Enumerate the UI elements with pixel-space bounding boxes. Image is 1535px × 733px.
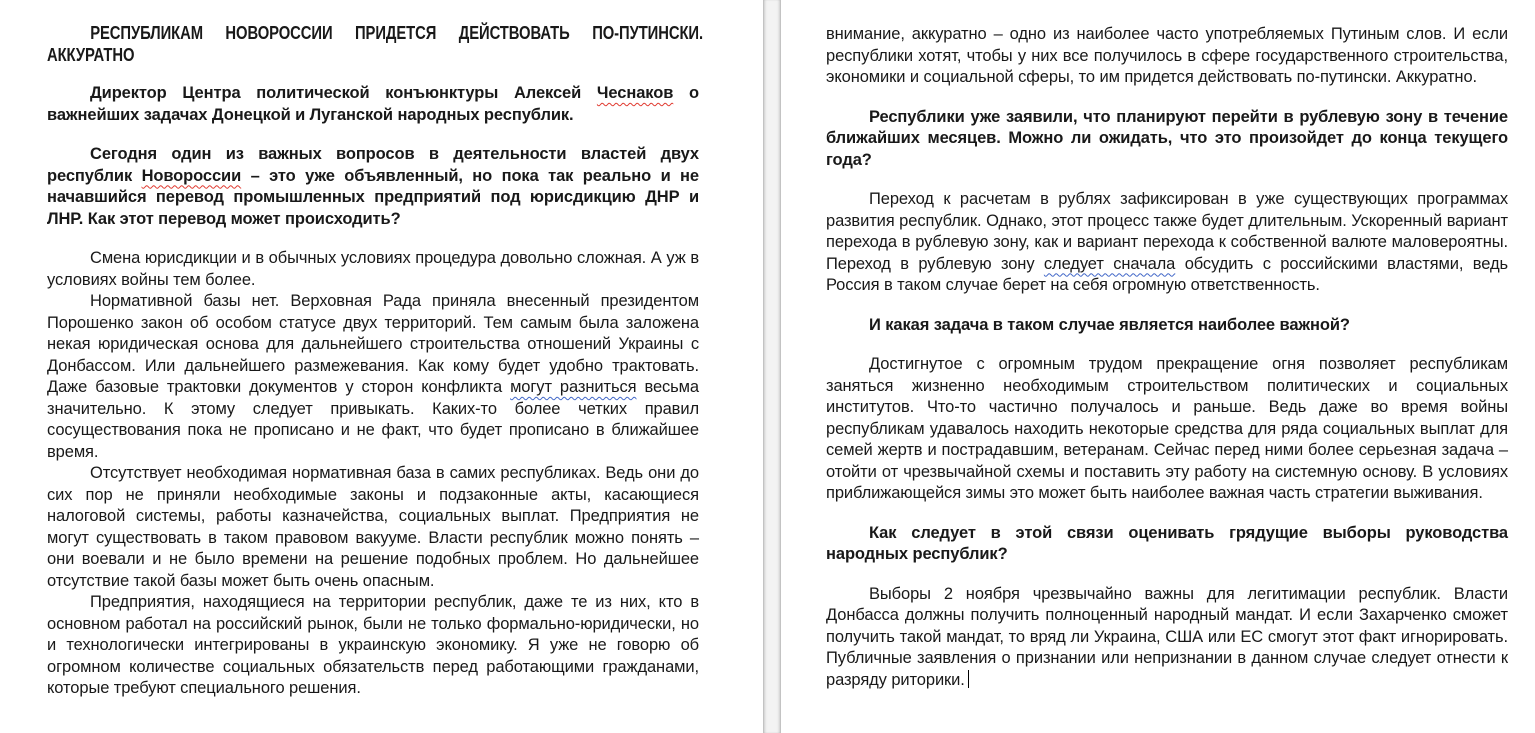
paragraph-question[interactable]: [826, 315, 1508, 337]
text-run: Предприятия, находящиеся на территории республик, даже те из них, кто в основном работал на российский рынок, были не только формально-юридически, но и технологически интегрированы в украинскую экономику. Я уже не говорю об огромном количестве социальных обязательств перед работающими гражданами, которые требуют специального решения.: [47, 593, 699, 697]
text-run: весьма значительно. К этому следует привыкать. Каких-то более четких правил сосуществования пока не прописано и не факт, что будет прописано в ближайшее время.: [47, 378, 699, 461]
paragraph-answer[interactable]: [47, 592, 699, 700]
text-run: Как следует в этой связи оценивать грядущие выборы руководства народных республик?: [826, 523, 1508, 563]
page-1-text-column[interactable]: [47, 22, 703, 700]
text-run: Директор Центра политической конъюнктуры Алексей: [90, 84, 597, 102]
text-run: обсудить с российскими властями, ведь Россия в таком случае берет на себя огромную ответственность.: [826, 254, 1508, 294]
paragraph-question[interactable]: [826, 107, 1508, 172]
text-run: Переход к расчетам в рублях зафиксирован в уже существующих программах развития республик. Однако, этот процесс также будет длительным. Ускоренный вариант перехода в рублевую зону, как и вариант перехода к собственной валюте маловероятны. Переход в рублевую зону: [826, 190, 1508, 273]
text-run: – это уже объявленный, но пока так реально и не начавшийся перевод промышленных предприятий под юрисдикцию ДНР и ЛНР. Как этот перевод может происходить?: [47, 166, 699, 228]
paragraph-answer[interactable]: [826, 584, 1508, 692]
document-page-1[interactable]: [0, 0, 764, 733]
text-run: Республики уже заявили, что планируют перейти в рублевую зону в течение ближайших месяцев. Можно ли ожидать, что это произойдет до конца текущего года?: [826, 107, 1508, 169]
text-run: внимание, аккуратно – одно из наиболее часто употребляемых Путиным слов. И если республики хотят, чтобы у них все получилось в сфере государственного строительства, экономики и социальной сферы, то им придется действовать по-путински. Аккуратно.: [826, 25, 1508, 86]
paragraph-answer[interactable]: [826, 354, 1508, 505]
grammar-error-text: следует сначала: [1043, 254, 1176, 273]
text-run: Отсутствует необходимая нормативная база в самих республиках. Ведь они до сих пор не приняли необходимые законы и подзаконные акты, касающиеся налоговой системы, работы казначейства, социальных выплат. Предприятия не могут существовать в таком правовом вакууме. Власти республик можно понять – они воевали и не было времени на решение подобных проблем. Но дальнейшее отсутствие такой базы может быть очень опасным.: [47, 464, 699, 590]
paragraph-answer[interactable]: [47, 248, 699, 291]
paragraph-title[interactable]: [47, 22, 703, 65]
text-cursor: [968, 670, 970, 688]
paragraph-answer[interactable]: [47, 291, 699, 463]
page-2-text-column[interactable]: [826, 24, 1508, 691]
spelling-error-text: Новороссии: [141, 166, 242, 185]
text-run: Достигнутое с огромным трудом прекращение огня позволяет республикам заняться жизненно необходимым строительством политических и социальных институтов. Что-то частично получалось и раньше. Ведь даже во время войны республикам удавалось находить некоторые средства для ряда социальных выплат для семей жертв и пострадавшим, ветеранам. Сейчас перед ними более серьезная задача – отойти от чрезвычайной схемы и поставить эту работу на системную основу. В условиях приближающейся зимы это может быть наиболее важная часть стратегии выживания.: [826, 355, 1508, 502]
text-run: РЕСПУБЛИКАМ НОВОРОССИИ ПРИДЕТСЯ ДЕЙСТВОВАТЬ ПО-ПУТИНСКИ. АККУРАТНО: [47, 22, 703, 65]
paragraph-lead[interactable]: [47, 83, 699, 126]
paragraph-answer[interactable]: [826, 189, 1508, 297]
paragraph-answer[interactable]: [826, 24, 1508, 89]
page-gap: [764, 0, 780, 733]
text-run: Сегодня один из важных вопросов в деятельности властей двух республик: [47, 145, 699, 185]
paragraph-question[interactable]: [826, 523, 1508, 566]
text-run: Смена юрисдикции и в обычных условиях процедура довольно сложная. А уж в условиях войны тем более.: [47, 249, 699, 289]
text-run: Выборы 2 ноября чрезвычайно важны для легитимации республик. Власти Донбасса должны получить полноценный народный мандат. И если Захарченко сможет получить такой мандат, то вряд ли Украина, США или ЕС смогут этот факт игнорировать. Публичные заявления о признании или непризнании в данном случае следует отнести к разряду риторики.: [826, 584, 1508, 689]
paragraph-answer[interactable]: [47, 463, 699, 592]
document-page-2[interactable]: [780, 0, 1535, 733]
paragraph-question[interactable]: [47, 144, 699, 230]
grammar-error-text: могут разниться: [510, 378, 637, 396]
text-run: Нормативной базы нет. Верховная Рада приняла внесенный президентом Порошенко закон об особом статусе двух территорий. Тем самым была заложена некая юридическая основа для дальнейшего строительства отношений Украины с Донбассом. Или дальнейшего размежевания. Как кому будет удобно трактовать. Даже базовые трактовки документов у сторон конфликта: [47, 292, 699, 396]
spelling-error-text: Чеснаков: [596, 84, 674, 102]
text-run: о важнейших задачах Донецкой и Луганской народных республик.: [47, 84, 699, 124]
text-run: И какая задача в таком случае является наиболее важной?: [869, 315, 1350, 334]
